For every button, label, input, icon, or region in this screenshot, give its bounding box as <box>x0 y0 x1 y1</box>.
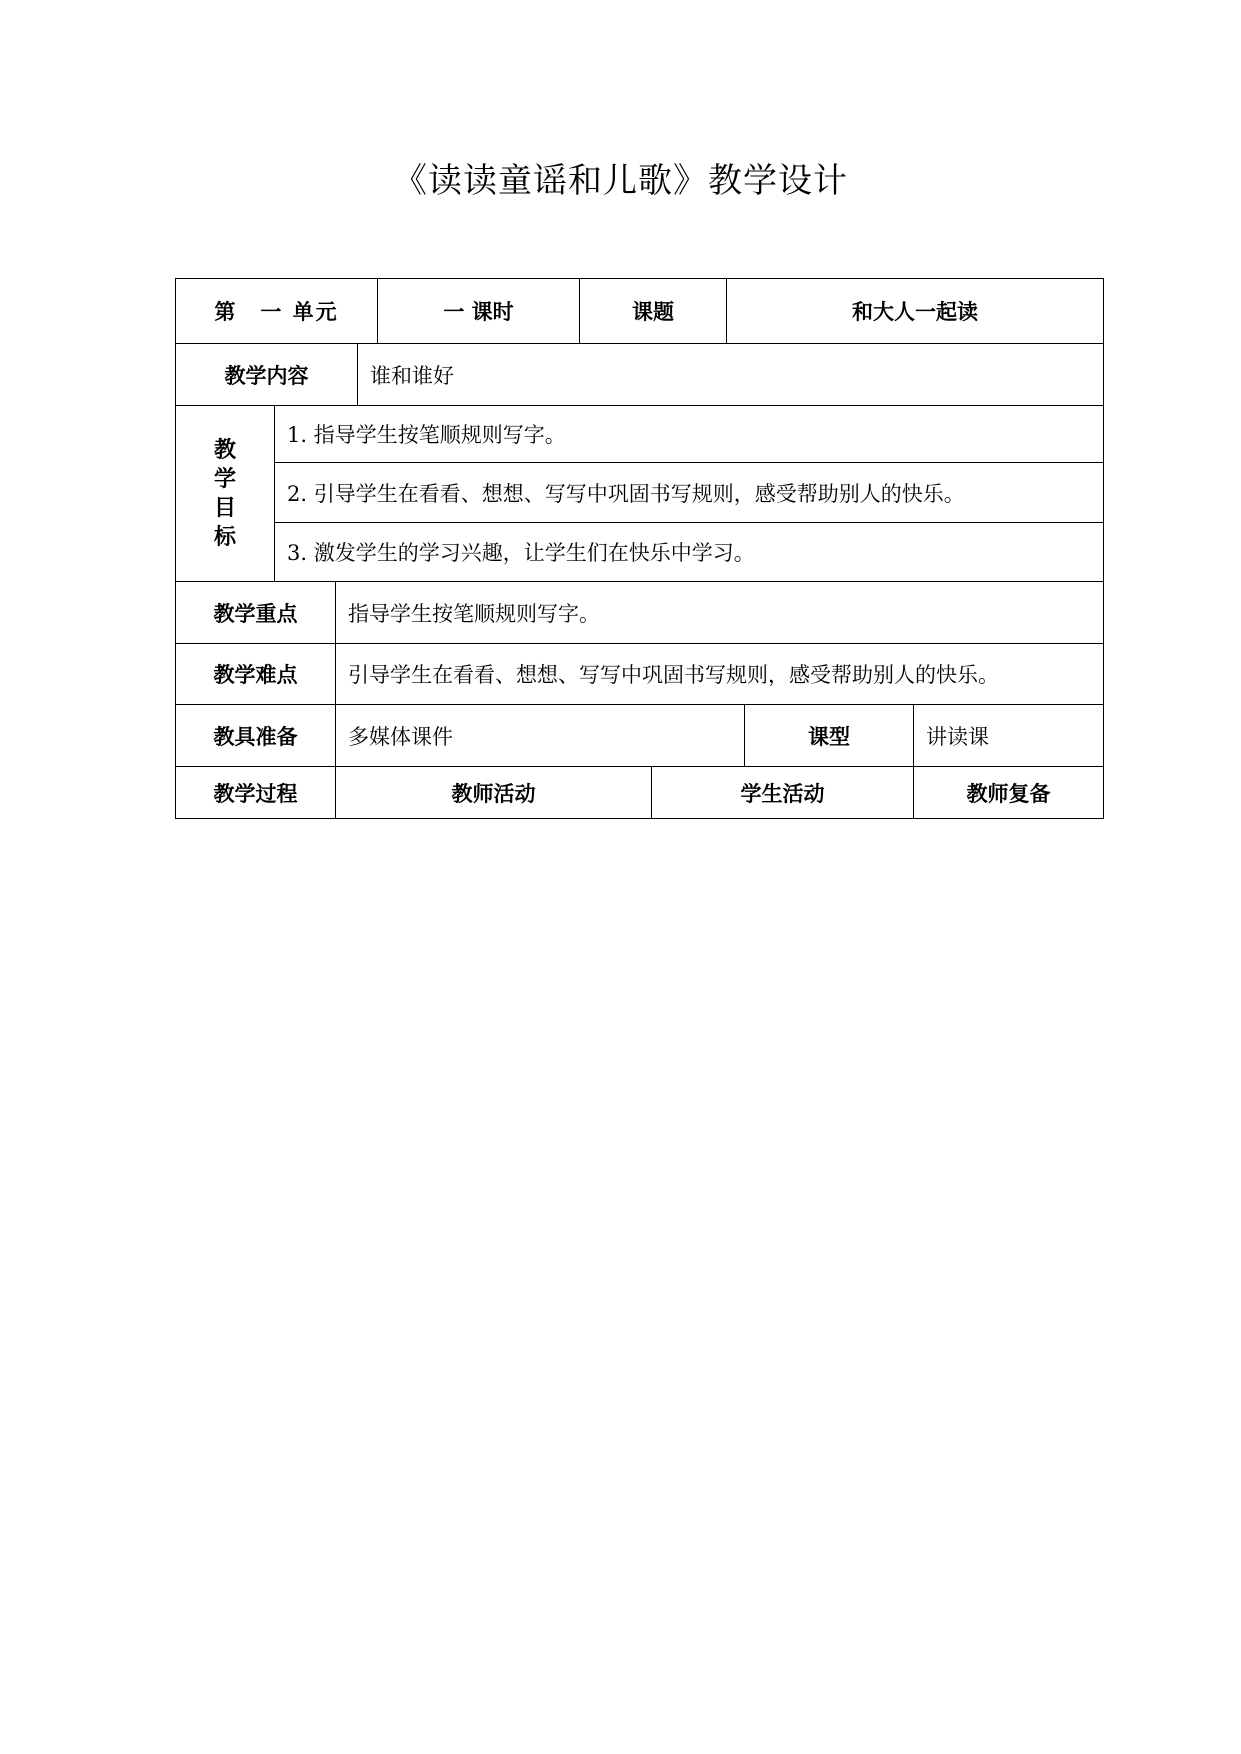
goals-label-char: 学 <box>213 466 236 492</box>
unit-cell: 第 一 单元 <box>214 300 339 324</box>
goals-label-char: 标 <box>213 524 236 550</box>
topic-value: 和大人一起读 <box>852 300 978 324</box>
goal-item-3: 3. 激发学生的学习兴趣，让学生们在快乐中学习。 <box>287 541 755 565</box>
difficulty-value: 引导学生在看看、想想、写写中巩固书写规则，感受帮助别人的快乐。 <box>348 663 999 687</box>
document-title: 《读读童谣和儿歌》教学设计 <box>393 161 848 201</box>
period-cell: 一 课时 <box>443 300 514 324</box>
goal-item-1: 1. 指导学生按笔顺规则写字。 <box>287 423 566 447</box>
goal-item-2: 2. 引导学生在看看、想想、写写中巩固书写规则，感受帮助别人的快乐。 <box>287 481 965 506</box>
lesson-type-value: 讲读课 <box>926 724 989 749</box>
key-point-label: 教学重点 <box>213 601 298 626</box>
key-point-value: 指导学生按笔顺规则写字。 <box>348 601 600 626</box>
goals-label-char: 教 <box>213 437 236 463</box>
student-activity-header: 学生活动 <box>740 781 825 806</box>
teacher-review-header: 教师复备 <box>966 781 1051 806</box>
content-value: 谁和谁好 <box>370 363 454 388</box>
teacher-activity-header: 教师活动 <box>451 781 536 806</box>
difficulty-label: 教学难点 <box>213 663 298 687</box>
topic-label: 课题 <box>632 300 674 324</box>
goals-label-char: 目 <box>213 495 236 521</box>
goals-label <box>176 406 274 581</box>
process-label: 教学过程 <box>213 781 298 806</box>
lesson-type-label: 课型 <box>808 724 850 749</box>
content-label: 教学内容 <box>224 363 309 388</box>
materials-value: 多媒体课件 <box>348 724 453 749</box>
materials-label: 教具准备 <box>213 724 298 749</box>
